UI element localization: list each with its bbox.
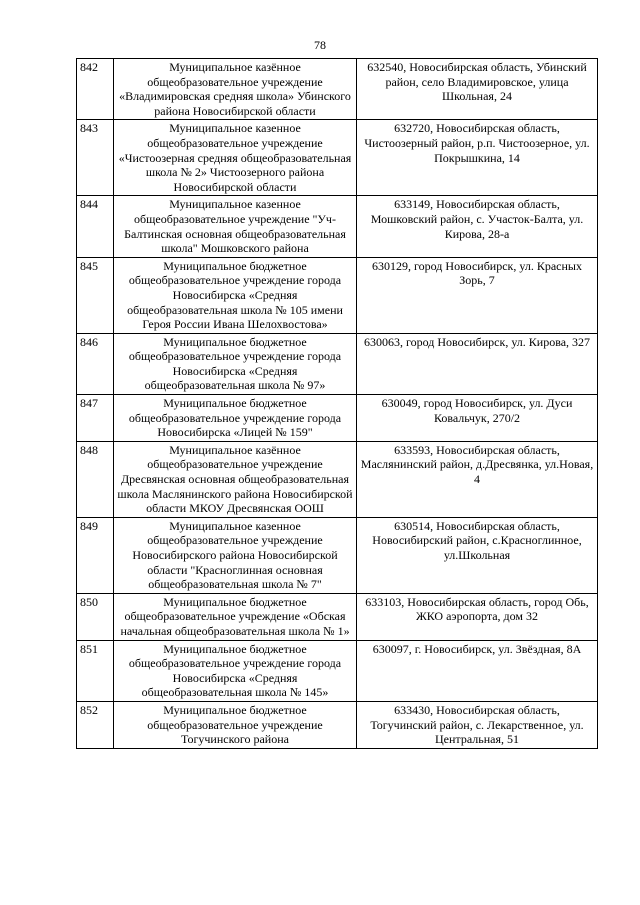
table-row	[77, 59, 598, 120]
institution-address: 630097, г. Новосибирск, ул. Звёздная, 8А	[357, 640, 598, 701]
institution-address: 633103, Новосибирская область, город Обь, ЖКО аэропорта, дом 32	[357, 593, 598, 640]
table-row	[77, 257, 598, 333]
row-number: 847	[77, 395, 114, 442]
row-number: 842	[77, 59, 114, 120]
row-number: 844	[77, 196, 114, 257]
table-row	[77, 640, 598, 701]
institution-address: 633430, Новосибирская область, Тогучинский район, с. Лекарственное, ул. Центральная, 51	[357, 701, 598, 748]
institution-name: Муниципальное бюджетное общеобразовательное учреждение города Новосибирска «Средняя общеобразовательная школа № 105 имени Героя России Ивана Шелохвостова»	[114, 257, 357, 333]
table-row	[77, 701, 598, 748]
row-number: 848	[77, 441, 114, 517]
table-row	[77, 196, 598, 257]
institution-address: 630049, город Новосибирск, ул. Дуси Ковальчук, 270/2	[357, 395, 598, 442]
row-number: 850	[77, 593, 114, 640]
institution-address: 632720, Новосибирская область, Чистоозерный район, р.п. Чистоозерное, ул. Покрышкина, 14	[357, 120, 598, 196]
institution-name: Муниципальное казенное общеобразовательное учреждение «Чистоозерная средняя общеобразовательная школа № 2» Чистоозерного района Новосибирской области	[114, 120, 357, 196]
page-number: 78	[314, 38, 326, 52]
institution-address: 630514, Новосибирская область, Новосибирский район, с.Красноглинное, ул.Школьная	[357, 517, 598, 593]
institution-address: 630063, город Новосибирск, ул. Кирова, 327	[357, 333, 598, 394]
table-row	[77, 333, 598, 394]
row-number: 851	[77, 640, 114, 701]
institutions-table	[76, 58, 598, 749]
row-number: 845	[77, 257, 114, 333]
institution-name: Муниципальное казенное общеобразовательное учреждение Новосибирского района Новосибирской области "Красноглинная основная общеобразовательная школа № 7"	[114, 517, 357, 593]
table-row	[77, 593, 598, 640]
institution-name: Муниципальное бюджетное общеобразовательное учреждение «Обская начальная общеобразовательная школа № 1»	[114, 593, 357, 640]
institution-address: 630129, город Новосибирск, ул. Красных Зорь, 7	[357, 257, 598, 333]
institution-name: Муниципальное бюджетное общеобразовательное учреждение Тогучинского района	[114, 701, 357, 748]
institution-name: Муниципальное казённое общеобразовательное учреждение Дресвянская основная общеобразовательная школа Маслянинского района Новосибирской области МКОУ Дресвянская ООШ	[114, 441, 357, 517]
table-row	[77, 441, 598, 517]
table-row	[77, 517, 598, 593]
table-row	[77, 395, 598, 442]
row-number: 852	[77, 701, 114, 748]
institution-name: Муниципальное бюджетное общеобразовательное учреждение города Новосибирска «Средняя общеобразовательная школа № 97»	[114, 333, 357, 394]
institution-address: 633593, Новосибирская область, Маслянинский район, д.Дресвянка, ул.Новая, 4	[357, 441, 598, 517]
institution-name: Муниципальное бюджетное общеобразовательное учреждение города Новосибирска «Средняя общеобразовательная школа № 145»	[114, 640, 357, 701]
row-number: 846	[77, 333, 114, 394]
table-row	[77, 120, 598, 196]
institution-address: 633149, Новосибирская область, Мошковский район, с. Участок-Балта, ул. Кирова, 28-а	[357, 196, 598, 257]
institution-name: Муниципальное казенное общеобразовательное учреждение "Уч-Балтинская основная общеобразовательная школа" Мошковского района	[114, 196, 357, 257]
institution-name: Муниципальное казённое общеобразовательное учреждение «Владимировская средняя школа» Убинского района Новосибирской области	[114, 59, 357, 120]
institution-address: 632540, Новосибирская область, Убинский район, село Владимировское, улица Школьная, 24	[357, 59, 598, 120]
institution-name: Муниципальное бюджетное общеобразовательное учреждение города Новосибирска «Лицей № 159"	[114, 395, 357, 442]
row-number: 843	[77, 120, 114, 196]
row-number: 849	[77, 517, 114, 593]
